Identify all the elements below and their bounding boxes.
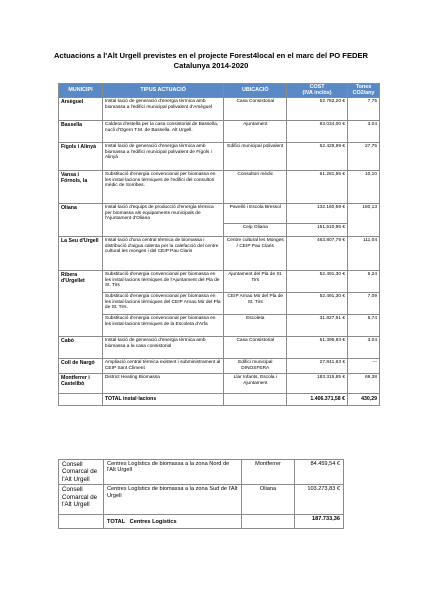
cell-cost: 27.841,63 € — [287, 359, 348, 374]
table-row — [59, 237, 380, 271]
cell-municipi: Coll de Nargó — [59, 359, 103, 374]
cell-cost: 84.459,54 € — [295, 460, 344, 485]
cell-cost: 151.510,95 € — [287, 224, 348, 237]
cell-municipi: Montferrer i Castellbò — [59, 374, 103, 394]
logistics-row — [59, 460, 344, 485]
cell-cost: 52.782,20 € — [287, 98, 348, 121]
cell-tipus: District Heating Biomassa — [102, 374, 223, 394]
cell-ubicacio: Edifici municipal polivalent — [224, 143, 287, 171]
logistics-total-row — [59, 515, 344, 529]
cell-tipus: Instal·lació de generació d'energia tèrmica amb biomassa a l'edifici municipal polivalent de Fígols i Alinyà — [102, 143, 223, 171]
cell-cost: 62.429,99 € — [287, 143, 348, 171]
cell-ubicacio: Llar Infants, Escola i Ajuntament — [224, 374, 287, 394]
cell-tones: 3,04 — [348, 121, 380, 143]
cell-centre: Centres Logístics de biomassa a la zona Sud de l'Alt Urgell — [104, 485, 242, 515]
cell-tipus: Instal·lació d'equips de producció d'energia tèrmica per biomassa als equipaments municipals de l'Ajuntament d'Oliana — [102, 204, 223, 237]
header-municipi: MUNICIPI — [59, 84, 103, 98]
cell-municipi: Ribera d'Urgellet — [59, 271, 103, 337]
cell-municipi: Cabó — [59, 337, 103, 359]
cell-tipus: Substitució d'energia convencional per biomassa en les instal·lacions tèrmiques de la Escoleta d'Arfa — [102, 315, 223, 337]
installations-table — [58, 83, 380, 406]
cell-ubicacio: Casa Consistorial — [224, 337, 287, 359]
cell-cost: 83.034,00 € — [287, 121, 348, 143]
cell-tones: 69,38 — [348, 374, 380, 394]
cell-ubicacio: CEIP Arnau Mir del Pla de St. Tirs — [224, 293, 287, 315]
cell-tones: 3,04 — [348, 337, 380, 359]
logistics-total-label: TOTAL Centres Logístics — [104, 515, 242, 529]
cell-tipus: Ampliació central tèrmica existent i subministrament al CEIP Sant Climent — [102, 359, 223, 374]
cell-ubicacio: Ajuntament del Pla de St. Tirs — [224, 271, 287, 293]
cell-municipi: La Seu d'Urgell — [59, 237, 103, 271]
cell-ubicacio: Edifici municipal DINOSFERA — [224, 359, 287, 374]
cell-ubicacio: Ceip Oliana — [224, 224, 287, 237]
cell-ubicacio: Casa Consistorial — [224, 98, 287, 121]
cell-location: Oliana — [242, 485, 295, 515]
cell-municipi: Vansa i Fórnols, la — [59, 171, 103, 204]
table-row — [59, 337, 380, 359]
cell-ubicacio: Ajuntament — [224, 121, 287, 143]
cell-tones: 5,24 — [348, 271, 380, 293]
header-tipus: TIPUS ACTUACIÓ — [102, 84, 223, 98]
table-header-row — [59, 84, 380, 98]
logistics-table — [58, 459, 344, 529]
cell-tipus: Substitució d'energia convencional per biomassa en les instal·lacions tèrmiques de l'Ajuntament del Pla de St. Tirs — [102, 271, 223, 293]
cell-tipus: Instal·lació d'una central tèrmica de biomassa i distribució d'aigua calenta per la calefacció del centre cultural les monges i del CEIP Pau Claris — [102, 237, 223, 271]
cell-ubicacio: Pavelló i Escola Bressol — [224, 204, 287, 224]
cell-municipi: Arsèguel — [59, 98, 103, 121]
cell-cost: 52.491,30 € — [287, 271, 348, 293]
total-tones: 430,29 — [348, 394, 380, 406]
cell-tones: 180,13 — [348, 204, 380, 237]
cell-municipi: Bassella — [59, 121, 103, 143]
cell-tones: --- — [348, 359, 380, 374]
table-row — [59, 204, 380, 224]
cell-cost: 52.491,30 € — [287, 293, 348, 315]
logistics-row — [59, 485, 344, 515]
cell-org: Consell Comarcal de l'Alt Urgell — [59, 460, 104, 485]
page-title: Actuacions a l'Alt Urgell previstes en el projecte Forest4local en el marc del PO FEDER Catalunya 2014-2020 — [53, 51, 369, 70]
table-row — [59, 143, 380, 171]
cell-tones: 27,75 — [348, 143, 380, 171]
table-row — [59, 98, 380, 121]
table-row — [59, 374, 380, 394]
cell-cost: 61.281,55 € — [287, 171, 348, 204]
table-row — [59, 293, 380, 315]
logistics-total-cost: 187.733,36 — [295, 515, 344, 529]
cell-tipus: Instal·lació de generació d'energia tèrmica amb biomassa a la casa consistorial — [102, 337, 223, 359]
cell-ubicacio: Centre cultural les Monges / CEIP Pau Claris — [224, 237, 287, 271]
cell-cost: 463.807,79 € — [287, 237, 348, 271]
cell-tipus: Substitució d'energia convencional per biomassa en les instal·lacions tèrmiques de l'edifici del consultori mèdic de Sorribes. — [102, 171, 223, 204]
cell-cost: 51.396,83 € — [287, 337, 348, 359]
cell-ubicacio: Escoleta — [224, 315, 287, 337]
total-cost: 1.406.371,58 € — [287, 394, 348, 406]
cell-org: Consell Comarcal de l'Alt Urgell — [59, 485, 104, 515]
table-row — [59, 359, 380, 374]
cell-ubicacio: Consultori mèdic — [224, 171, 287, 204]
cell-cost: 31.827,61 € — [287, 315, 348, 337]
cell-cost: 183.315,85 € — [287, 374, 348, 394]
cell-centre: Centres Logístics de biomassa a la zona Nord de l'Alt Urgell — [104, 460, 242, 485]
table-row — [59, 171, 380, 204]
total-row — [59, 394, 380, 406]
cell-cost: 132.160,59 € — [287, 204, 348, 224]
cell-tipus: Substitució d'energia convencional per biomassa en les instal·lacions tèrmiques del CEIP Arnau Mir del Pla de St. Tirs. — [102, 293, 223, 315]
table-row — [59, 271, 380, 293]
cell-municipi: Oliana — [59, 204, 103, 237]
cell-tones: 5,74 — [348, 315, 380, 337]
cell-tones: 7,75 — [348, 98, 380, 121]
table-row — [59, 121, 380, 143]
cell-location: Montferrer — [242, 460, 295, 485]
cell-tipus: Instal·lació de generació d'energia tèrmica amb biomassa a l'edifici municipal polivalent d'Arsèguel — [102, 98, 223, 121]
cell-tipus: Caldera d'estella per la casa consistorial de Bassella, nucli d'Ogern T.M. de Bassella. Alt Urgell. — [102, 121, 223, 143]
cell-municipi: Fígols i Alinyà — [59, 143, 103, 171]
cell-tones: 7,09 — [348, 293, 380, 315]
header-cost: COST (IVA inclòs) — [287, 84, 348, 98]
cell-tones: 10,10 — [348, 171, 380, 204]
cell-tones: 111,04 — [348, 237, 380, 271]
cell-cost: 103.273,83 € — [295, 485, 344, 515]
header-tones: Tones CO2/any — [348, 84, 380, 98]
total-label: TOTAL instal·lacions — [102, 394, 223, 406]
header-ubicacio: UBICACIÓ — [224, 84, 287, 98]
table-row — [59, 315, 380, 337]
